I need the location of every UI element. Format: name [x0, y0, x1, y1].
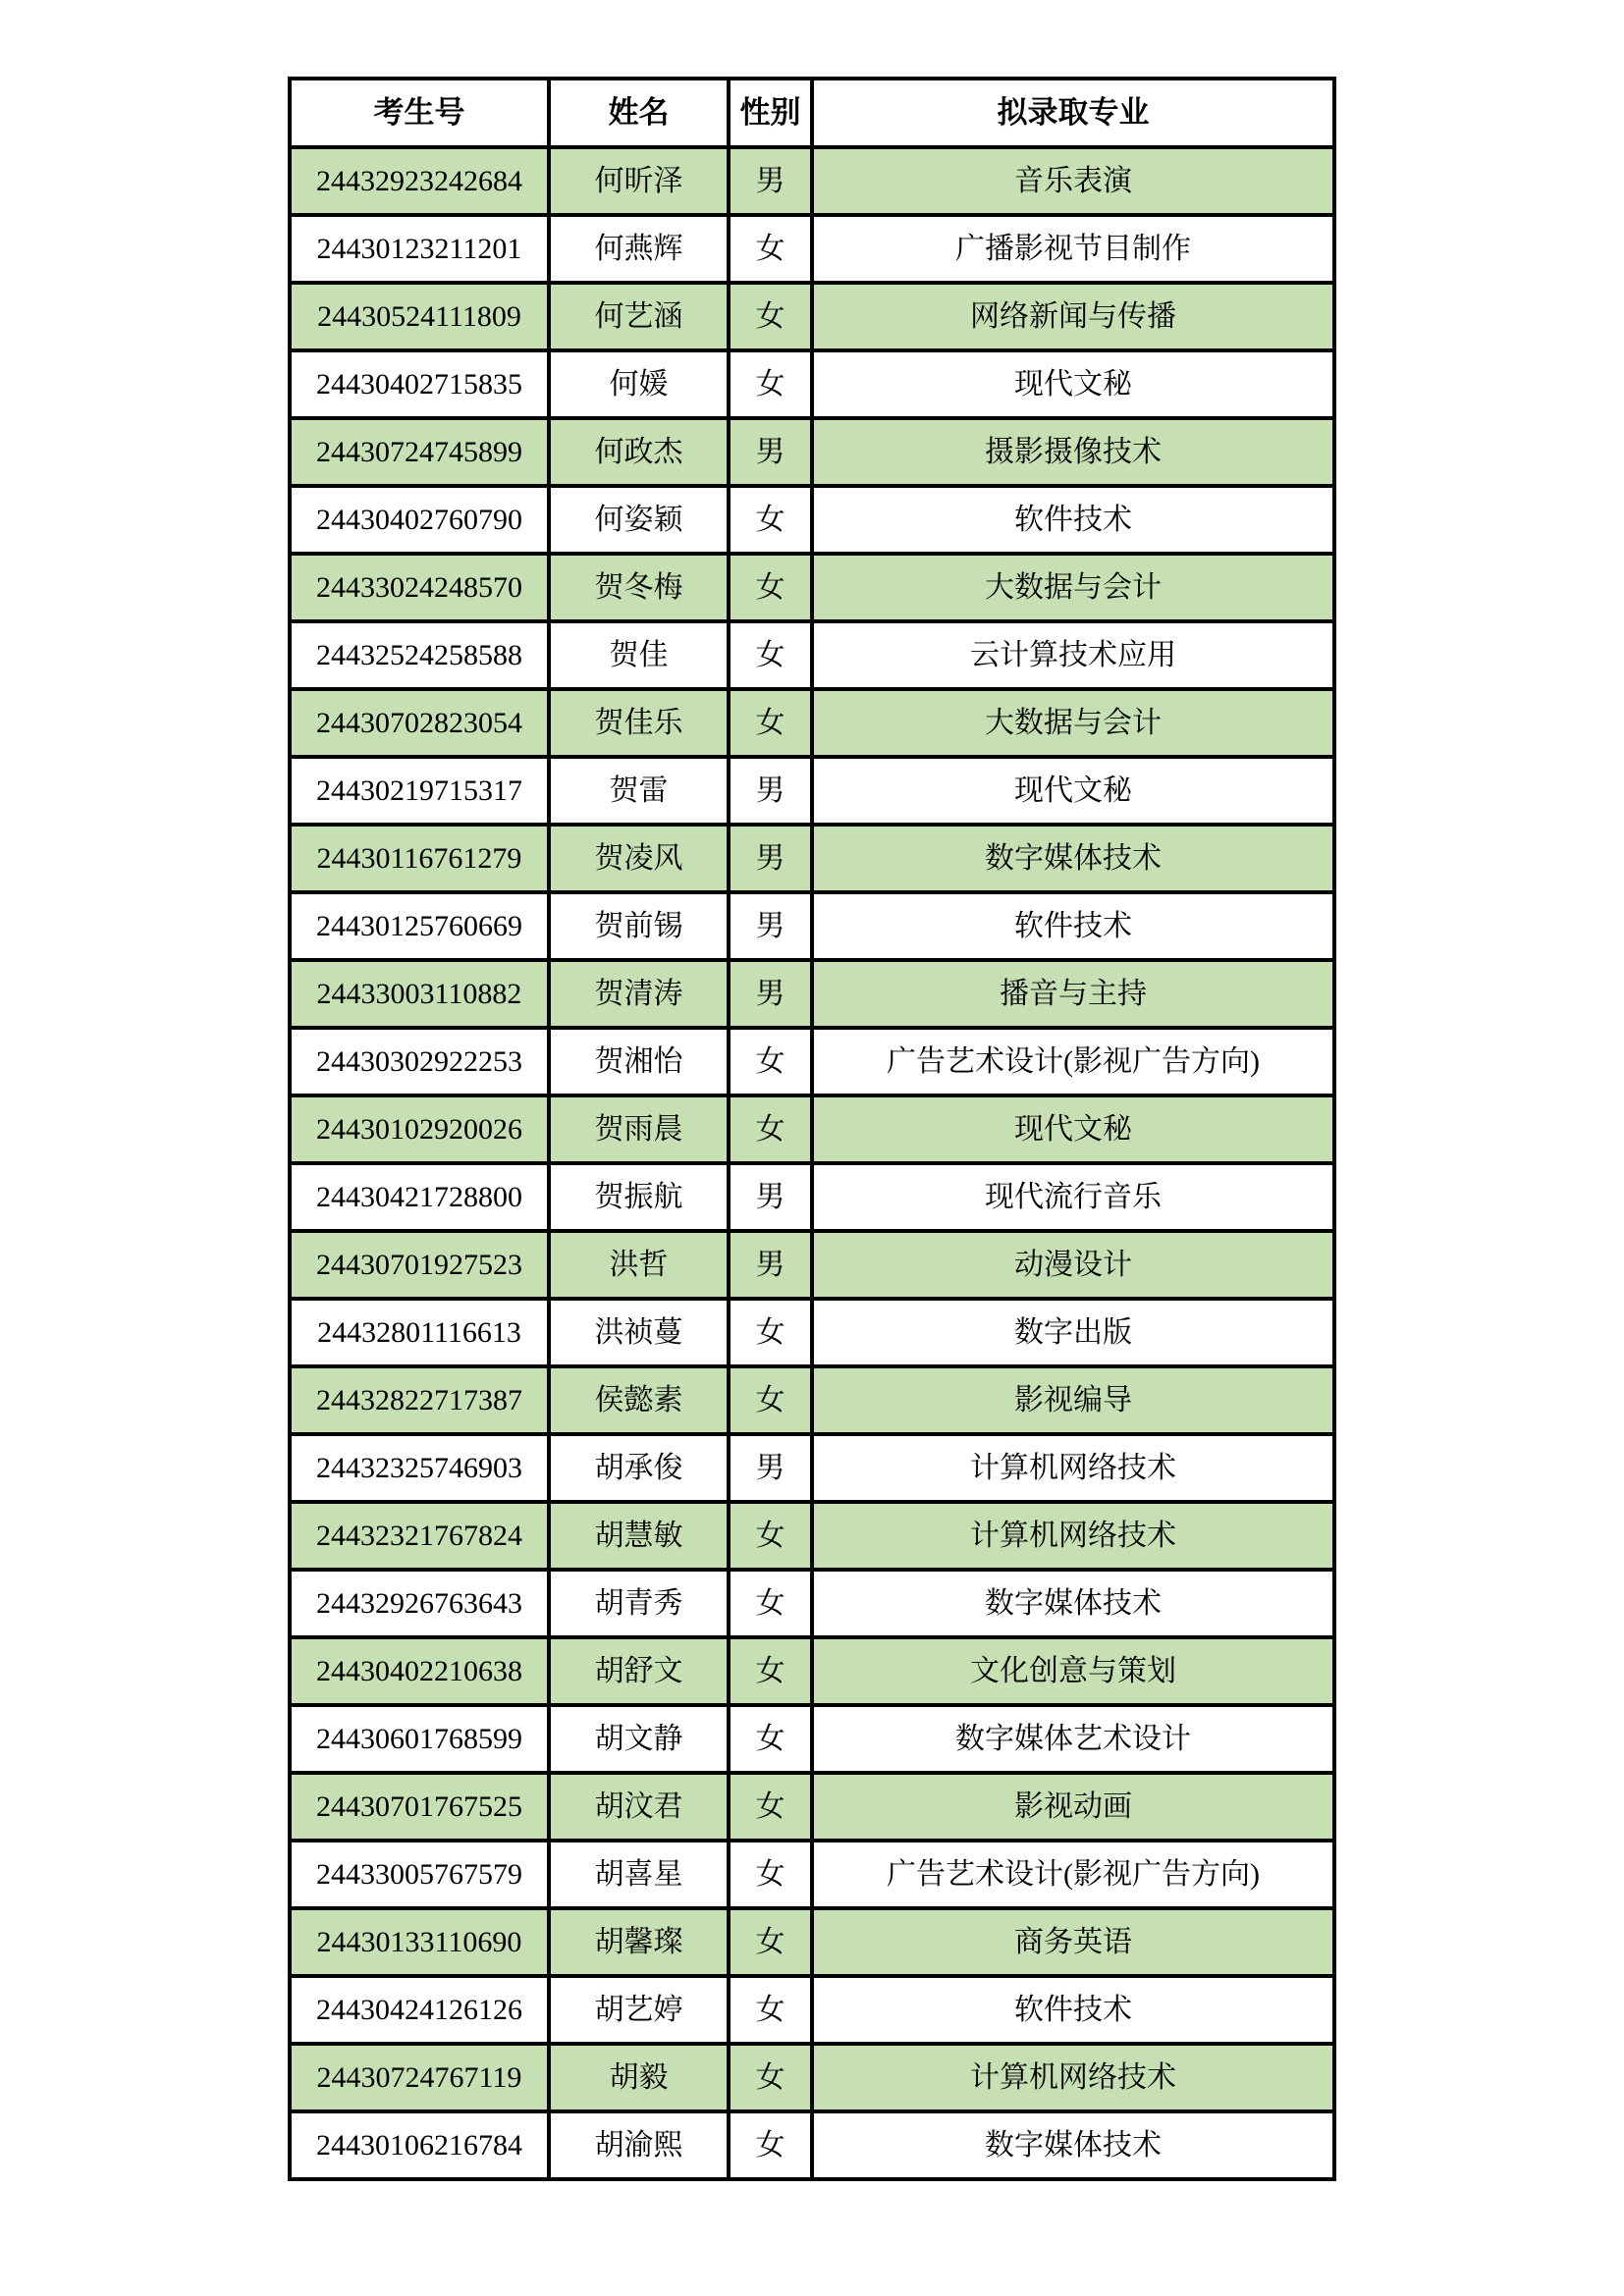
gender-cell: 女 [729, 1502, 812, 1570]
major-cell: 数字媒体技术 [812, 2111, 1334, 2179]
table-row [290, 1163, 1334, 1231]
table-body [290, 147, 1334, 2179]
name-cell: 胡毅 [549, 2044, 729, 2111]
name-cell: 贺湘怡 [549, 1028, 729, 1095]
major-cell: 计算机网络技术 [812, 2044, 1334, 2111]
name-cell: 胡渝熙 [549, 2111, 729, 2179]
header-cell-name: 姓名 [549, 79, 729, 147]
exam-id-cell: 24433003110882 [290, 960, 549, 1028]
major-cell: 网络新闻与传播 [812, 283, 1334, 350]
table-row [290, 689, 1334, 757]
table-row [290, 2044, 1334, 2111]
major-cell: 数字出版 [812, 1299, 1334, 1366]
gender-cell: 女 [729, 350, 812, 418]
exam-id-cell: 24430102920026 [290, 1095, 549, 1163]
table-row [290, 554, 1334, 621]
name-cell: 胡舒文 [549, 1637, 729, 1705]
major-cell: 数字媒体技术 [812, 1570, 1334, 1637]
table-row [290, 1908, 1334, 1976]
gender-cell: 女 [729, 1299, 812, 1366]
name-cell: 洪祯蔓 [549, 1299, 729, 1366]
name-cell: 贺佳乐 [549, 689, 729, 757]
table-row [290, 1705, 1334, 1773]
gender-cell: 女 [729, 621, 812, 689]
exam-id-cell: 24432926763643 [290, 1570, 549, 1637]
name-cell: 洪哲 [549, 1231, 729, 1299]
major-cell: 摄影摄像技术 [812, 418, 1334, 486]
exam-id-cell: 24430724745899 [290, 418, 549, 486]
major-cell: 广告艺术设计(影视广告方向) [812, 1841, 1334, 1908]
major-cell: 广播影视节目制作 [812, 215, 1334, 283]
exam-id-cell: 24432321767824 [290, 1502, 549, 1570]
gender-cell: 女 [729, 1028, 812, 1095]
name-cell: 贺佳 [549, 621, 729, 689]
gender-cell: 女 [729, 283, 812, 350]
table-row [290, 1637, 1334, 1705]
table-row [290, 1570, 1334, 1637]
table-row [290, 1976, 1334, 2044]
exam-id-cell: 24430302922253 [290, 1028, 549, 1095]
header-cell-gender: 性别 [729, 79, 812, 147]
major-cell: 软件技术 [812, 892, 1334, 960]
gender-cell: 女 [729, 215, 812, 283]
name-cell: 胡慧敏 [549, 1502, 729, 1570]
exam-id-cell: 24430402715835 [290, 350, 549, 418]
gender-cell: 女 [729, 689, 812, 757]
gender-cell: 男 [729, 147, 812, 215]
major-cell: 音乐表演 [812, 147, 1334, 215]
name-cell: 贺雨晨 [549, 1095, 729, 1163]
name-cell: 何昕泽 [549, 147, 729, 215]
exam-id-cell: 24432801116613 [290, 1299, 549, 1366]
major-cell: 数字媒体艺术设计 [812, 1705, 1334, 1773]
table-row [290, 621, 1334, 689]
exam-id-cell: 24430133110690 [290, 1908, 549, 1976]
major-cell: 广告艺术设计(影视广告方向) [812, 1028, 1334, 1095]
table-header-row [290, 79, 1334, 147]
gender-cell: 男 [729, 1434, 812, 1502]
name-cell: 胡汶君 [549, 1773, 729, 1841]
name-cell: 胡承俊 [549, 1434, 729, 1502]
table-row [290, 892, 1334, 960]
major-cell: 计算机网络技术 [812, 1434, 1334, 1502]
gender-cell: 女 [729, 1570, 812, 1637]
name-cell: 何媛 [549, 350, 729, 418]
table-row [290, 1231, 1334, 1299]
exam-id-cell: 24430106216784 [290, 2111, 549, 2179]
exam-id-cell: 24430125760669 [290, 892, 549, 960]
major-cell: 影视编导 [812, 1366, 1334, 1434]
exam-id-cell: 24433024248570 [290, 554, 549, 621]
major-cell: 大数据与会计 [812, 689, 1334, 757]
exam-id-cell: 24430701767525 [290, 1773, 549, 1841]
table-row [290, 1502, 1334, 1570]
gender-cell: 男 [729, 892, 812, 960]
name-cell: 贺冬梅 [549, 554, 729, 621]
major-cell: 现代文秘 [812, 350, 1334, 418]
exam-id-cell: 24430116761279 [290, 825, 549, 892]
exam-id-cell: 24433005767579 [290, 1841, 549, 1908]
name-cell: 何燕辉 [549, 215, 729, 283]
table-row [290, 486, 1334, 554]
exam-id-cell: 24430402210638 [290, 1637, 549, 1705]
exam-id-cell: 24432923242684 [290, 147, 549, 215]
name-cell: 胡馨璨 [549, 1908, 729, 1976]
table-row [290, 960, 1334, 1028]
gender-cell: 女 [729, 1637, 812, 1705]
exam-id-cell: 24430701927523 [290, 1231, 549, 1299]
exam-id-cell: 24430524111809 [290, 283, 549, 350]
name-cell: 贺清涛 [549, 960, 729, 1028]
gender-cell: 女 [729, 1976, 812, 2044]
table-row [290, 1773, 1334, 1841]
table-row [290, 1841, 1334, 1908]
gender-cell: 女 [729, 2111, 812, 2179]
exam-id-cell: 24430601768599 [290, 1705, 549, 1773]
gender-cell: 女 [729, 1773, 812, 1841]
table-row [290, 147, 1334, 215]
name-cell: 侯懿素 [549, 1366, 729, 1434]
table-row [290, 1299, 1334, 1366]
major-cell: 软件技术 [812, 486, 1334, 554]
gender-cell: 女 [729, 2044, 812, 2111]
name-cell: 胡文静 [549, 1705, 729, 1773]
name-cell: 贺雷 [549, 757, 729, 825]
gender-cell: 女 [729, 554, 812, 621]
name-cell: 胡青秀 [549, 1570, 729, 1637]
table-row [290, 1028, 1334, 1095]
table-row [290, 757, 1334, 825]
exam-id-cell: 24430421728800 [290, 1163, 549, 1231]
gender-cell: 女 [729, 1841, 812, 1908]
table-row [290, 215, 1334, 283]
gender-cell: 男 [729, 1231, 812, 1299]
header-cell-exam-id: 考生号 [290, 79, 549, 147]
table-row [290, 1095, 1334, 1163]
table-row [290, 1366, 1334, 1434]
table-row [290, 283, 1334, 350]
name-cell: 胡艺婷 [549, 1976, 729, 2044]
table-row [290, 1434, 1334, 1502]
major-cell: 数字媒体技术 [812, 825, 1334, 892]
gender-cell: 男 [729, 960, 812, 1028]
major-cell: 现代流行音乐 [812, 1163, 1334, 1231]
exam-id-cell: 24432524258588 [290, 621, 549, 689]
name-cell: 贺凌风 [549, 825, 729, 892]
gender-cell: 男 [729, 1163, 812, 1231]
gender-cell: 男 [729, 757, 812, 825]
gender-cell: 女 [729, 1366, 812, 1434]
gender-cell: 男 [729, 418, 812, 486]
exam-id-cell: 24430123211201 [290, 215, 549, 283]
exam-id-cell: 24430402760790 [290, 486, 549, 554]
major-cell: 软件技术 [812, 1976, 1334, 2044]
name-cell: 何姿颖 [549, 486, 729, 554]
table-row [290, 2111, 1334, 2179]
table-row [290, 350, 1334, 418]
major-cell: 文化创意与策划 [812, 1637, 1334, 1705]
gender-cell: 女 [729, 1908, 812, 1976]
major-cell: 云计算技术应用 [812, 621, 1334, 689]
name-cell: 何艺涵 [549, 283, 729, 350]
major-cell: 现代文秘 [812, 1095, 1334, 1163]
exam-id-cell: 24430219715317 [290, 757, 549, 825]
name-cell: 何政杰 [549, 418, 729, 486]
gender-cell: 男 [729, 825, 812, 892]
major-cell: 影视动画 [812, 1773, 1334, 1841]
major-cell: 播音与主持 [812, 960, 1334, 1028]
table-row [290, 825, 1334, 892]
gender-cell: 女 [729, 1095, 812, 1163]
name-cell: 贺前锡 [549, 892, 729, 960]
major-cell: 商务英语 [812, 1908, 1334, 1976]
name-cell: 贺振航 [549, 1163, 729, 1231]
name-cell: 胡喜星 [549, 1841, 729, 1908]
table-row [290, 418, 1334, 486]
exam-id-cell: 24430424126126 [290, 1976, 549, 2044]
exam-id-cell: 24432822717387 [290, 1366, 549, 1434]
header-cell-major: 拟录取专业 [812, 79, 1334, 147]
exam-id-cell: 24430724767119 [290, 2044, 549, 2111]
exam-id-cell: 24430702823054 [290, 689, 549, 757]
major-cell: 现代文秘 [812, 757, 1334, 825]
gender-cell: 女 [729, 1705, 812, 1773]
gender-cell: 女 [729, 486, 812, 554]
admission-table [288, 77, 1336, 2181]
major-cell: 计算机网络技术 [812, 1502, 1334, 1570]
major-cell: 动漫设计 [812, 1231, 1334, 1299]
major-cell: 大数据与会计 [812, 554, 1334, 621]
exam-id-cell: 24432325746903 [290, 1434, 549, 1502]
